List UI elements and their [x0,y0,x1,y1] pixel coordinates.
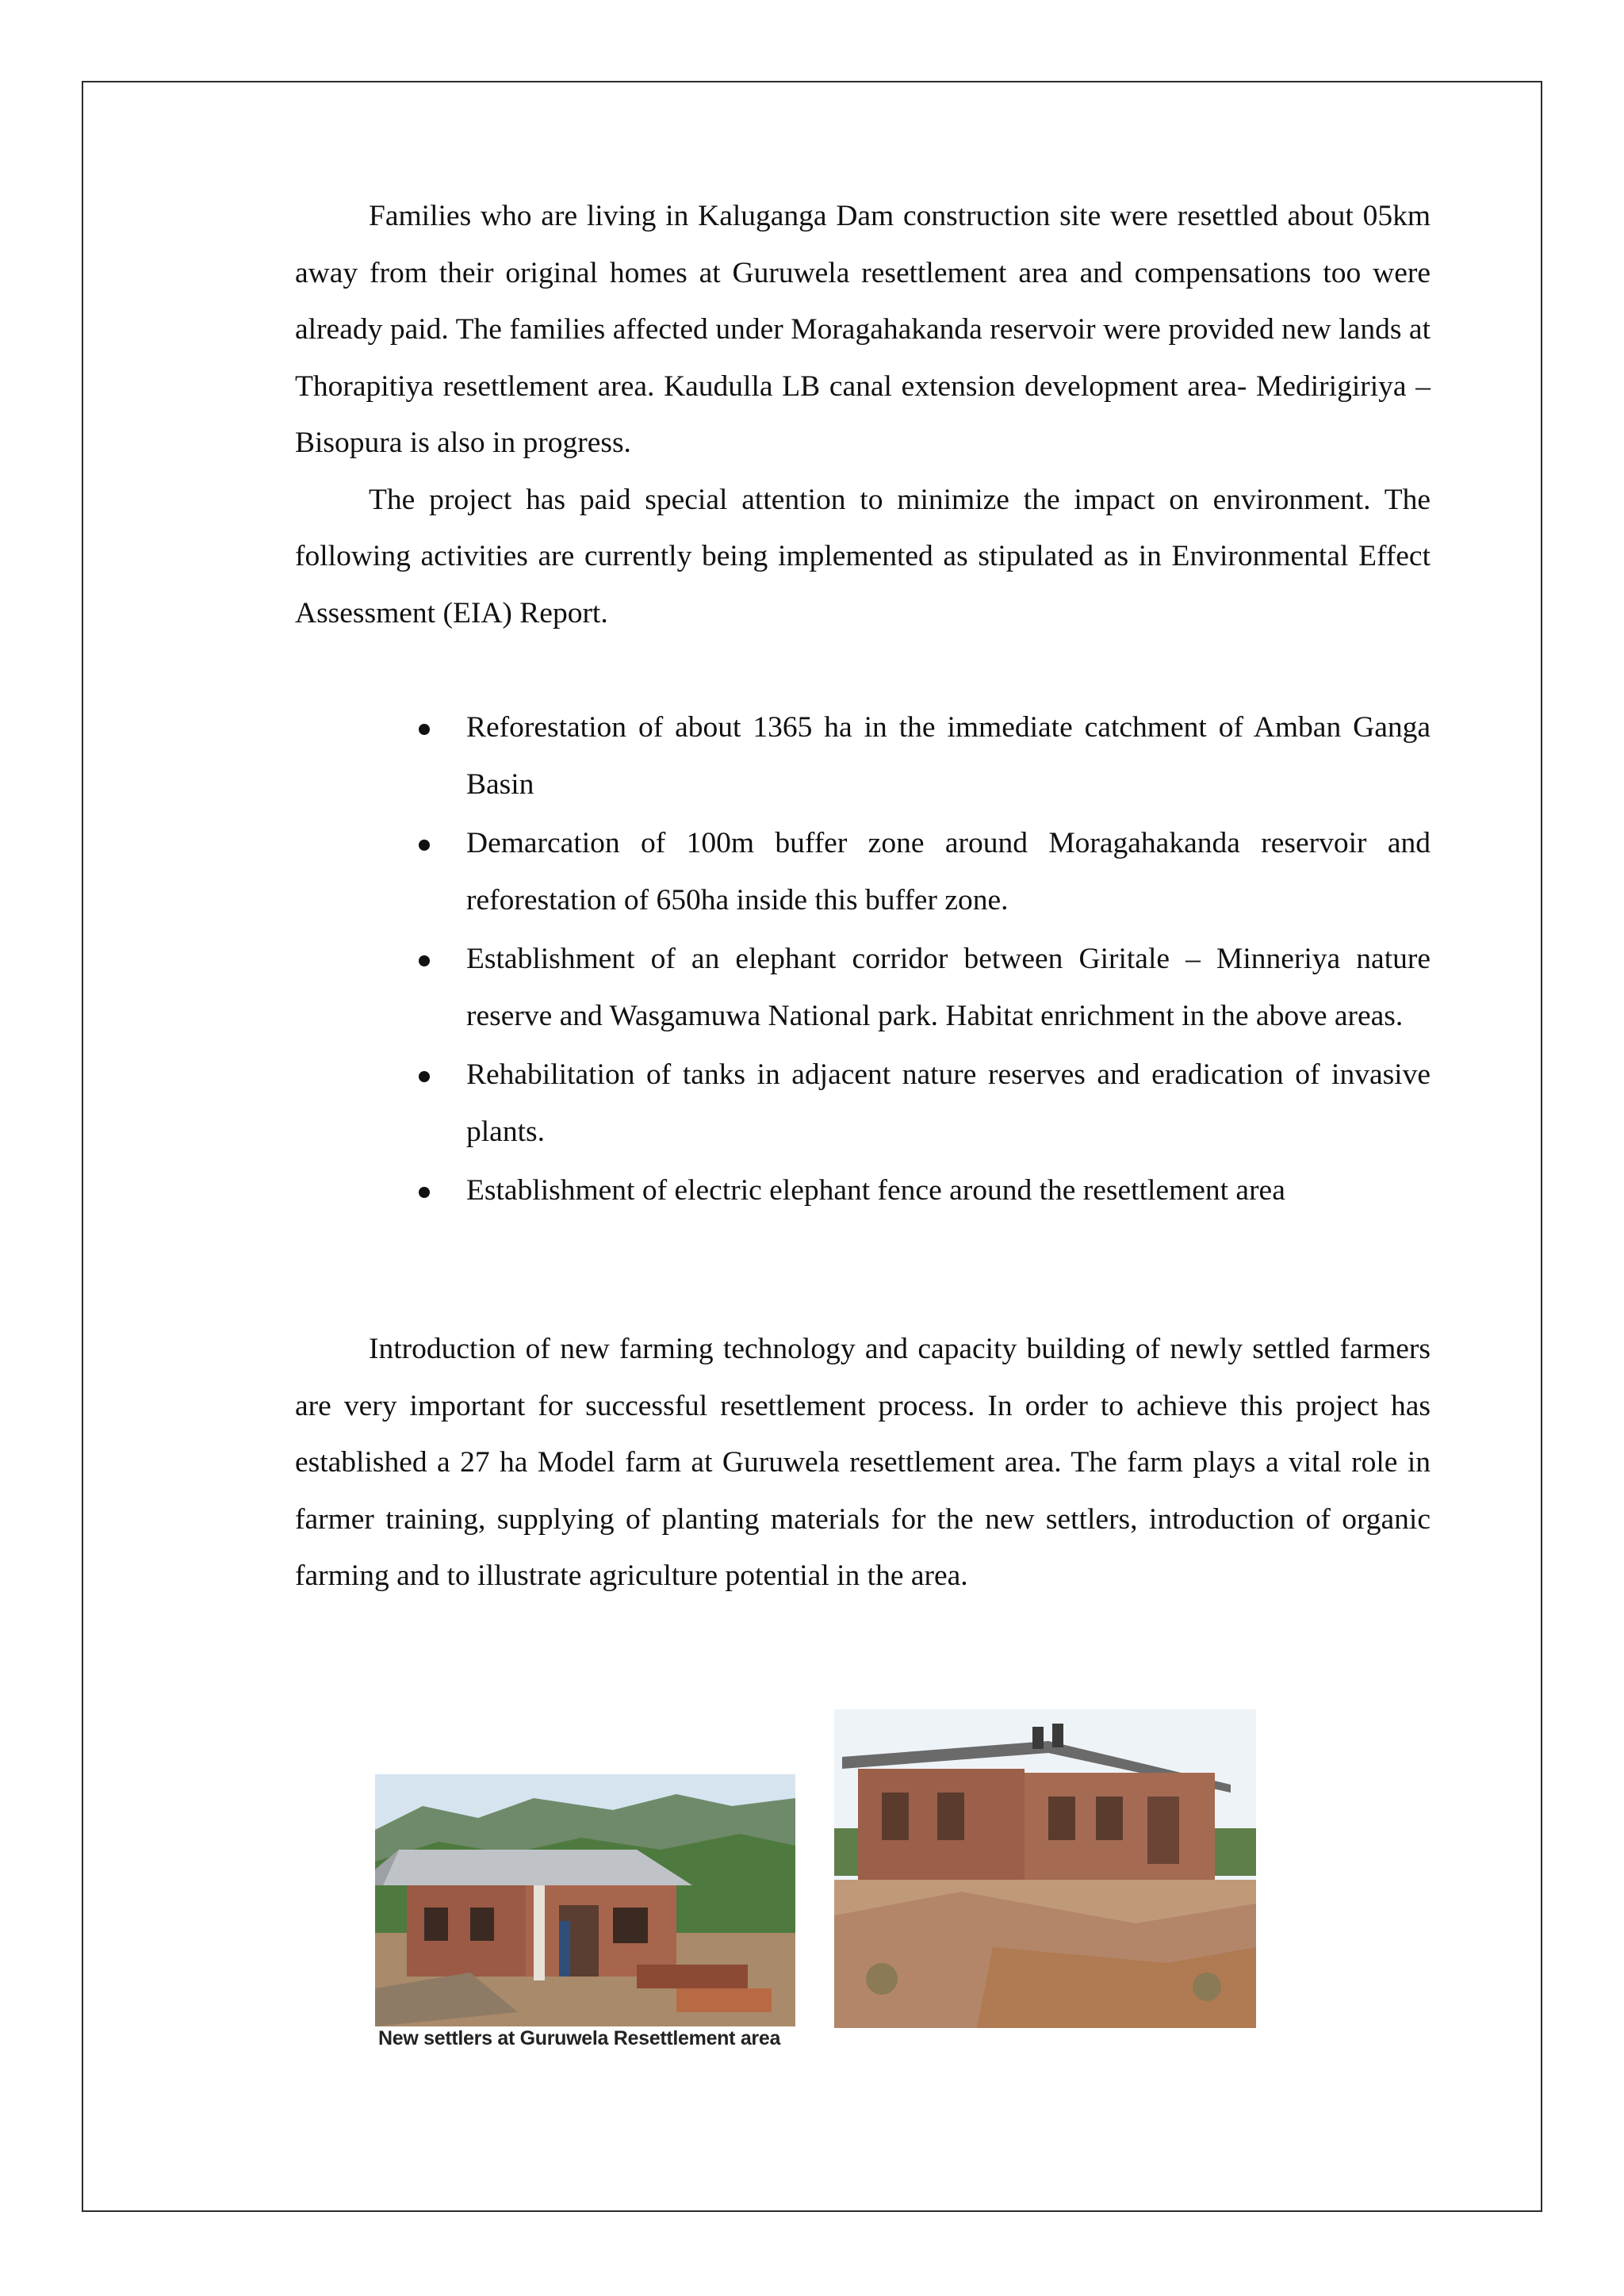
photo-new-house [375,1774,795,2026]
bullet-icon [419,1071,430,1082]
construction-photo-illustration [834,1709,1256,2028]
list-item [466,1047,1431,1160]
list-item [466,931,1431,1044]
list-item-text: Demarcation of 100m buffer zone around Moragahakanda reservoir and reforestation of 650ha inside this buffer zone. [466,827,1431,916]
bullet-icon [419,840,430,851]
list-item-text: Establishment of an elephant corridor between Giritale – Minneriya nature reserve and Wasgamuwa National park. Habitat enrichment in the above areas. [466,943,1431,1032]
bullet-icon [419,955,430,966]
photo-building-construction [834,1709,1256,2028]
bullet-icon [419,724,430,735]
photo-caption: New settlers at Guruwela Resettlement area [378,2027,781,2049]
list-item-text: Establishment of electric elephant fence around the resettlement area [466,1174,1285,1207]
list-item [466,699,1431,813]
list-item-text: Reforestation of about 1365 ha in the immediate catchment of Amban Ganga Basin [466,711,1431,801]
paragraph-model-farm: Introduction of new farming technology and capacity building of newly settled farmers are very important for successful resettlement process. In order to achieve this project has established a 27 ha Model farm at Guruwela resettlement area. The farm plays a vital role in farmer training, supplying of planting materials for the new settlers, introduction of organic farming and to illustrate agriculture potential in the area. [295,1333,1431,1592]
model-farm-section [295,1321,1431,1605]
intro-section [295,188,1431,641]
environment-activities-list [466,699,1431,1222]
paragraph-environment: The project has paid special attention to minimize the impact on environment. The following activities are currently being implemented as stipulated as in Environmental Effect Assessment (EIA) Report. [295,483,1431,629]
list-item [466,1162,1431,1219]
list-item-text: Rehabilitation of tanks in adjacent nature reserves and eradication of invasive plants. [466,1058,1431,1148]
paragraph-resettlement: Families who are living in Kaluganga Dam construction site were resettled about 05km away from their original homes at Guruwela resettlement area and compensations too were already paid. The families affected under Moragahakanda reservoir were provided new lands at Thorapitiya resettlement area. Kaudulla LB canal extension development area- Medirigiriya – Bisopura is also in progress. [295,200,1431,459]
house-photo-illustration [375,1774,795,2026]
bullet-icon [419,1187,430,1198]
list-item [466,815,1431,928]
